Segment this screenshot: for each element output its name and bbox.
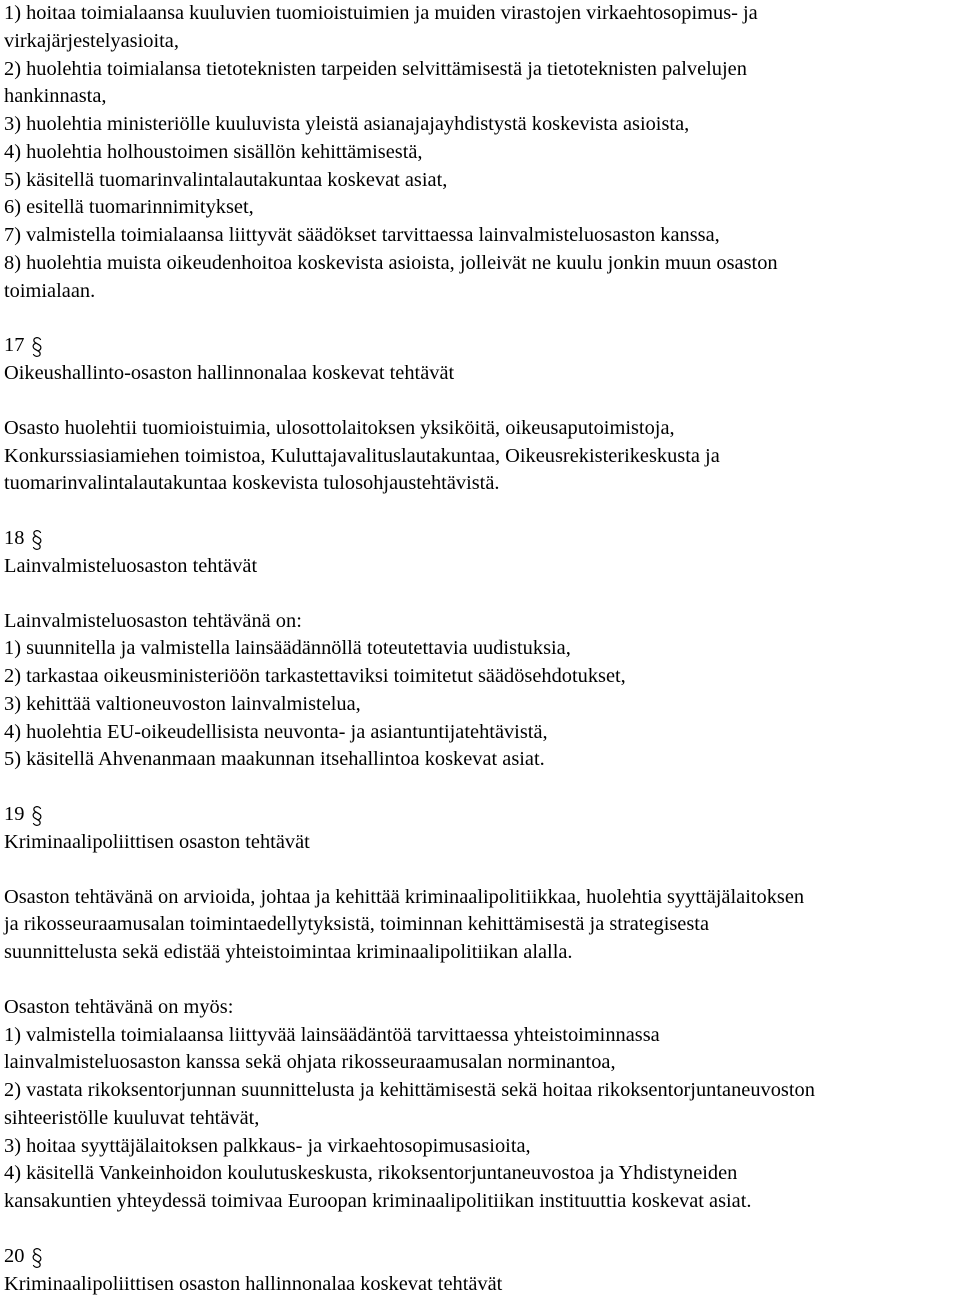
section-heading xyxy=(4,525,956,553)
paragraph-line: 3) hoitaa syyttäjälaitoksen palkkaus- ja virkaehtosopimusasioita, xyxy=(4,1134,531,1157)
section-20 xyxy=(4,1243,956,1299)
paragraph-line: 2) tarkastaa oikeusministeriöön tarkastettaviksi toimitetut säädösehdotukset, xyxy=(4,665,626,687)
section-sign-icon xyxy=(30,805,44,827)
intro-list xyxy=(4,0,956,305)
paragraph-line: 3) kehittää valtioneuvoston lainvalmistelua, xyxy=(4,692,361,715)
section-number: 17 xyxy=(4,334,25,357)
list-line: 5) käsitellä tuomarinvalintalautakuntaa koskevat asiat, xyxy=(4,168,448,191)
paragraph-line: Konkurssiasiamiehen toimistoa, Kuluttajavalituslautakuntaa, Oikeusrekisterikeskusta ja xyxy=(4,444,720,467)
paragraph-line: Osasto huolehtii tuomioistuimia, ulosottolaitoksen yksiköitä, oikeusaputoimistoja, xyxy=(4,416,675,439)
paragraph-line: ja rikosseuraamusalan toimintaedellytyksistä, toiminnan kehittämisestä ja strategisesta xyxy=(4,913,710,936)
paragraph-line: Lainvalmisteluosaston tehtävänä on: xyxy=(4,609,302,632)
section-sign-icon xyxy=(30,336,44,358)
section-heading xyxy=(4,1243,956,1271)
paragraph-line: Osaston tehtävänä on myös: xyxy=(4,995,234,1018)
paragraph-line: 4) käsitellä Vankeinhoidon koulutuskeskusta, rikoksentorjuntaneuvostoa ja Yhdistyneiden xyxy=(4,1162,738,1185)
paragraph-line: 1) suunnitella ja valmistella lainsäädännöllä toteutettavia uudistuksia, xyxy=(4,637,571,660)
section-sign-icon xyxy=(30,529,44,551)
list-line: toimialaan. xyxy=(4,279,96,302)
section-title: Kriminaalipoliittisen osaston tehtävät xyxy=(4,830,310,853)
section-title: Oikeushallinto-osaston hallinnonalaa koskevat tehtävät xyxy=(4,362,455,384)
paragraph-line: tuomarinvalintalautakuntaa koskevista tulosohjaustehtävistä. xyxy=(4,472,500,495)
section-17 xyxy=(4,332,956,498)
section-number: 19 xyxy=(4,803,25,825)
list-line: 4) huolehtia holhoustoimen sisällön kehittämisestä, xyxy=(4,140,423,163)
section-heading xyxy=(4,332,956,360)
list-line: 8) huolehtia muista oikeudenhoitoa koskevista asioista, jolleivät ne kuulu jonkin muun osaston xyxy=(4,251,778,274)
paragraph-line: Osaston tehtävänä on arvioida, johtaa ja kehittää kriminaalipolitiikkaa, huolehtia syyttäjälaitoksen xyxy=(4,885,805,908)
list-line: 2) huolehtia toimialansa tietoteknisten tarpeiden selvittämisestä ja tietoteknisten palvelujen xyxy=(4,57,747,80)
paragraph-line: 5) käsitellä Ahvenanmaan maakunnan itsehallintoa koskevat asiat. xyxy=(4,748,545,771)
paragraph-line: 1) valmistella toimialaansa liittyvää lainsäädäntöä tarvittaessa yhteistoiminnassa xyxy=(4,1023,660,1046)
paragraph-line: lainvalmisteluosaston kanssa sekä ohjata rikosseuraamusalan norminantoa, xyxy=(4,1051,616,1074)
section-title: Kriminaalipoliittisen osaston hallinnonalaa koskevat tehtävät xyxy=(4,1272,503,1295)
section-sign-icon xyxy=(30,1247,44,1269)
section-19 xyxy=(4,801,956,1216)
section-heading xyxy=(4,801,956,829)
list-line: hankinnasta, xyxy=(4,85,107,108)
list-line: virkajärjestelyasioita, xyxy=(4,29,179,52)
list-line: 7) valmistella toimialaansa liittyvät säädökset tarvittaessa lainvalmisteluosaston kanssa, xyxy=(4,224,720,246)
section-number: 18 xyxy=(4,527,25,549)
section-number: 20 xyxy=(4,1244,25,1267)
paragraph-line: 2) vastata rikoksentorjunnan suunnittelusta ja kehittämisestä sekä hoitaa rikoksentorjuntaneuvoston xyxy=(4,1079,815,1101)
list-line: 6) esitellä tuomarinnimitykset, xyxy=(4,196,254,219)
paragraph-line: kansakuntien yhteydessä toimivaa Euroopan kriminaalipolitiikan instituuttia koskevat asiat. xyxy=(4,1190,752,1212)
paragraph-line: 4) huolehtia EU-oikeudellisista neuvonta- ja asiantuntijatehtävistä, xyxy=(4,720,548,743)
paragraph-line: sihteeristölle kuuluvat tehtävät, xyxy=(4,1106,260,1129)
list-line: 3) huolehtia ministeriölle kuuluvista yleistä asianajajayhdistystä koskevista asioista, xyxy=(4,113,690,135)
list-line: 1) hoitaa toimialaansa kuuluvien tuomioistuimien ja muiden virastojen virkaehtosopimus- ja xyxy=(4,2,758,24)
section-18 xyxy=(4,525,956,774)
paragraph-line: suunnittelusta sekä edistää yhteistoimintaa kriminaalipolitiikan alalla. xyxy=(4,941,573,963)
section-title: Lainvalmisteluosaston tehtävät xyxy=(4,554,258,577)
